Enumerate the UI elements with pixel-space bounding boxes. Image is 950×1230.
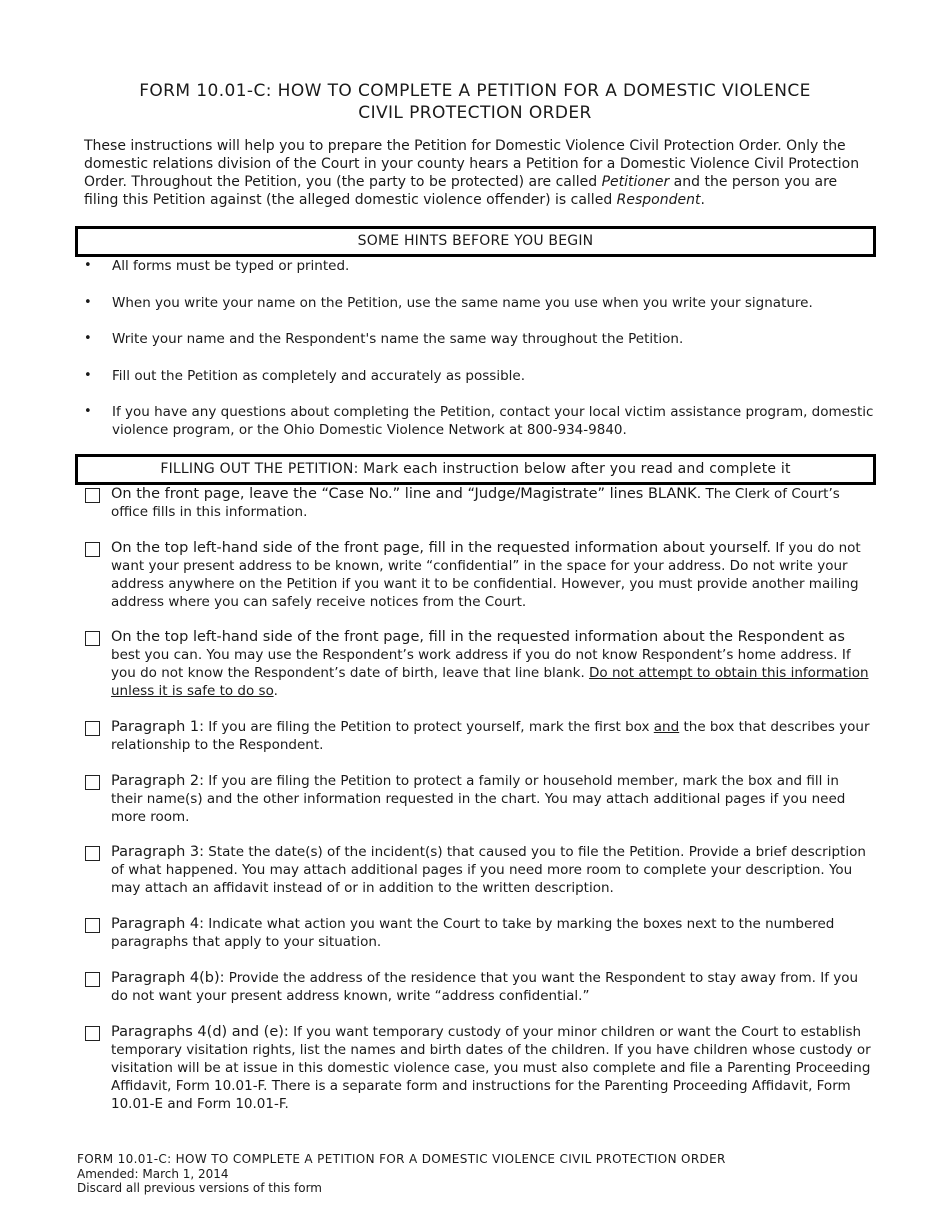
instruction-text: If you want temporary custody of your minor children or want the Court to establish temporary visitation rights, list the names and birth dates of the children. If you have children whose custody or visitation will be at issue in this domestic violence case, you must also complete and file a Parenting Proceeding Affidavit, Form 10.01-F. There is a separate form and instructions for the Parenting Proceeding Affidavit, Form 10.01-E and Form 10.01-F. — [111, 1023, 871, 1112]
hints-list — [84, 257, 874, 439]
bullet-icon: • — [84, 294, 92, 310]
instruction-checkbox[interactable] — [85, 918, 100, 933]
instruction-lead: Paragraph 2: — [111, 772, 204, 789]
instruction-lead: On the top left-hand side of the front page, fill in the requested information about yourself. — [111, 539, 772, 556]
instruction-lead: On the front page, leave the “Case No.” line and “Judge/Magistrate” lines BLANK. — [111, 486, 702, 502]
bullet-icon: • — [84, 367, 92, 383]
instruction-checkbox[interactable] — [85, 488, 100, 503]
intro-text-b: and the person you are filing this Petition against (the alleged domestic violence offender) is called — [84, 174, 838, 208]
instruction-text: Indicate what action you want the Court to take by marking the boxes next to the numbered paragraphs that apply to your situation. — [111, 916, 835, 951]
instruction-item-petitioner-info — [84, 539, 874, 611]
instruction-checkbox[interactable] — [85, 631, 100, 646]
hint-item — [84, 403, 874, 439]
instruction-item-paragraph-1 — [84, 718, 874, 754]
instruction-checkbox[interactable] — [85, 972, 100, 987]
hint-item — [84, 257, 874, 275]
bullet-icon: • — [84, 331, 92, 346]
hints-heading: SOME HINTS BEFORE YOU BEGIN — [75, 226, 876, 257]
emphasis-and: and — [653, 719, 680, 736]
hint-item — [84, 367, 874, 385]
page-title — [75, 80, 875, 124]
instruction-item-paragraph-4d-4e — [84, 1023, 874, 1113]
bullet-icon: • — [84, 258, 92, 273]
instruction-text: Provide the address of the residence that you want the Respondent to stay away from. If you do not want your present address known, write “address confidential.” — [111, 969, 859, 1004]
instruction-item-respondent-info — [84, 628, 874, 700]
instruction-text: best you can. You may use the Respondent’s work address if you do not know Respondent’s home address. If you do not know the Respondent’s date of birth, leave that line blank. — [111, 647, 851, 682]
intro-petitioner-term: Petitioner — [601, 174, 670, 190]
filling-heading: FILLING OUT THE PETITION: Mark each instruction below after you read and complete it — [75, 454, 876, 485]
instruction-tail: . — [273, 683, 278, 700]
hint-item — [84, 330, 874, 348]
instruction-checkbox[interactable] — [85, 542, 100, 557]
hint-text: Fill out the Petition as completely and accurately as possible. — [112, 367, 525, 384]
title-line-2: CIVIL PROTECTION ORDER — [358, 103, 592, 123]
instruction-item-paragraph-3 — [84, 843, 874, 897]
footer-amended-date: Amended: March 1, 2014 — [77, 1166, 229, 1181]
instruction-lead: Paragraph 3: — [111, 844, 204, 861]
instruction-item-case-number — [84, 485, 874, 521]
instruction-tail: the box that describes your relationship to the Respondent. — [111, 719, 870, 754]
instruction-item-paragraph-2 — [84, 772, 874, 826]
instruction-checklist — [84, 485, 874, 1113]
hint-text: When you write your name on the Petition, use the same name you use when you write your signature. — [112, 294, 813, 311]
intro-paragraph — [84, 137, 874, 209]
hint-item — [84, 294, 874, 312]
hint-text: All forms must be typed or printed. — [112, 258, 350, 274]
title-line-1: FORM 10.01-C: HOW TO COMPLETE A PETITION FOR A DOMESTIC VIOLENCE — [139, 81, 811, 101]
bullet-icon: • — [84, 404, 92, 419]
instruction-text: If you are filing the Petition to protect a family or household member, mark the box and fill in their name(s) and the other information requested in the chart. You may attach additional pages if you need more room. — [111, 772, 846, 825]
instruction-text: If you do not want your present address to be known, write “confidential” in the space for your address. Do not write your address anywhere on the Petition if you want it to be confidential. However, you must provide another mailing address where you can safely receive notices from the Court. — [111, 539, 861, 610]
footer-discard-note: Discard all previous versions of this form — [77, 1181, 322, 1195]
instruction-lead: Paragraph 1: — [111, 719, 204, 736]
instruction-lead: Paragraph 4(b): — [111, 969, 225, 986]
intro-text-c: . — [700, 192, 705, 208]
page-footer — [77, 1152, 726, 1196]
instruction-lead: On the top left-hand side of the front page, fill in the requested information about the Respondent as — [111, 629, 845, 646]
instruction-item-paragraph-4 — [84, 915, 874, 951]
instruction-item-paragraph-4b — [84, 969, 874, 1005]
instruction-checkbox[interactable] — [85, 775, 100, 790]
instruction-checkbox[interactable] — [85, 721, 100, 736]
instruction-checkbox[interactable] — [85, 1026, 100, 1041]
instruction-lead: Paragraph 4: — [111, 916, 204, 933]
instruction-text: If you are filing the Petition to protect yourself, mark the first box — [204, 719, 654, 736]
instruction-checkbox[interactable] — [85, 846, 100, 861]
intro-respondent-term: Respondent — [616, 192, 701, 208]
hint-text: If you have any questions about completing the Petition, contact your local victim assistance program, domestic violence program, or the Ohio Domestic Violence Network at 800-934-9840. — [112, 404, 874, 438]
intro-text-a: These instructions will help you to prepare the Petition for Domestic Violence Civil Protection Order. Only the domestic relations division of the Court in your county hears a Petition for a Domestic Violence Civil Protection Order. Throughout the Petition, you (the party to be protected) are called — [84, 138, 860, 190]
instruction-lead: Paragraphs 4(d) and (e): — [111, 1023, 289, 1040]
instruction-text: State the date(s) of the incident(s) that caused you to file the Petition. Provide a brief description of what happened. You may attach additional pages if you need more room to complete your description. You may attach an affidavit instead of or in addition to the written description. — [111, 844, 866, 897]
safety-warning: Do not attempt to obtain this information unless it is safe to do so — [111, 665, 869, 700]
hint-text: Write your name and the Respondent's name the same way throughout the Petition. — [112, 331, 684, 347]
instruction-text: The Clerk of Court’s office fills in this information. — [111, 486, 840, 520]
footer-form-name: FORM 10.01-C: HOW TO COMPLETE A PETITION FOR A DOMESTIC VIOLENCE CIVIL PROTECTION ORDER — [77, 1152, 726, 1166]
